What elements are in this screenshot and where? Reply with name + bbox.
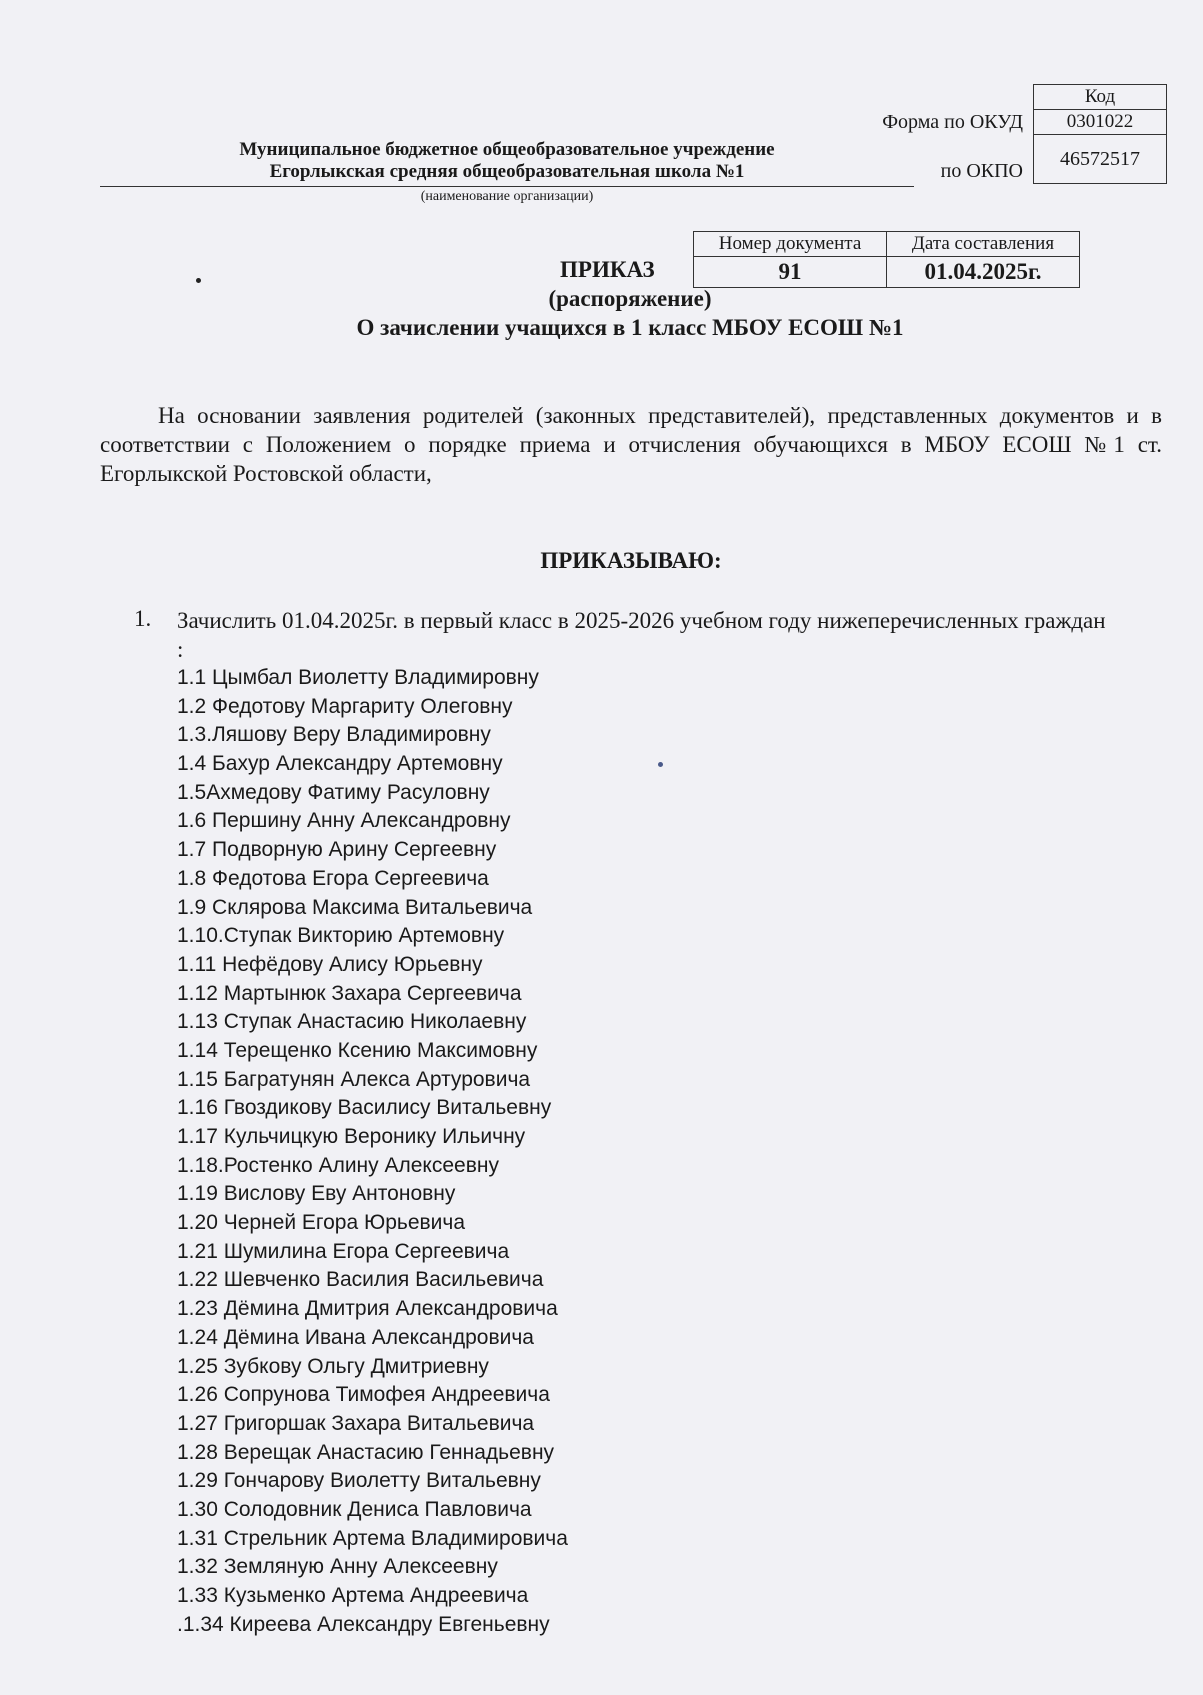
list-item: 1.12 Мартынюк Захара Сергеевича [177,981,522,1005]
document-title: ПРИКАЗ [560,257,655,282]
list-item: 1.13 Ступак Анастасию Николаевну [177,1010,527,1034]
list-item: 1.2 Федотову Маргариту Олеговну [177,694,513,718]
organization-underline [100,186,914,187]
list-item: 1.6 Першину Анну Александровну [177,809,511,833]
list-item: 1.1 Цымбал Виолетту Владимировну [177,666,539,689]
document-number-header: Номер документа [694,232,887,257]
list-item: 1.21 Шумилина Егора Сергеевича [177,1239,510,1263]
document-meta-table [693,231,1080,288]
okud-code: 0301022 [1034,110,1167,135]
list-item: 1.27 Григоршак Захара Витальевича [177,1411,535,1435]
list-item: 1.30 Солодовник Дениса Павловича [177,1497,532,1521]
codes-table [1033,84,1167,184]
okud-label: Форма по ОКУД [882,111,1023,133]
codes-header: Код [1034,85,1167,110]
list-item: 1.19 Вислову Еву Антоновну [177,1182,456,1206]
list-item: 1.16 Гвоздикову Василису Витальевну [177,1096,552,1120]
list-item: 1.3.Ляшову Веру Владимировну [177,723,491,747]
student-list [177,664,568,1639]
document-subject: О зачислении учащихся в 1 класс МБОУ ЕСОШ №1 [356,315,904,340]
list-item: 1.20 Черней Егора Юрьевича [177,1211,466,1235]
document-date: 01.04.2025г. [887,257,1080,288]
list-item: 1.31 Стрельник Артема Владимировича [177,1526,568,1550]
list-item: 1.9 Склярова Максима Витальевича [177,895,533,919]
list-item: .1.34 Киреева Александру Евгеньевну [177,1612,550,1636]
list-item: 1.5Ахмедову Фатиму Расуловну [177,780,490,804]
list-item: 1.17 Кульчицкую Веронику Ильичну [177,1125,526,1148]
basis-paragraph: На основании заявления родителей (законных представителей), представленных документов и в соответствии с Положением о порядке приема и отчисления обучающихся в МБОУ ЕСОШ №1 ст. Егорлыкской Ростовской области, [100,403,1162,486]
list-item: 1.10.Ступак Викторию Артемовну [177,924,505,948]
order-heading: ПРИКАЗЫВАЮ: [540,548,722,573]
list-item: 1.28 Верещак Анастасию Геннадьевну [177,1440,555,1464]
organization-name [100,139,914,183]
organization-name-line2: Егорлыкская средняя общеобразовательная школа №1 [269,161,745,182]
list-item: 1.7 Подворную Арину Сергеевну [177,838,497,862]
item-text: Зачислить 01.04.2025г. в первый класс в 2025-2026 учебном году нижеперечисленных граждан : [177,608,1106,662]
list-item: 1.29 Гончарову Виолетту Витальевну [177,1469,541,1493]
organization-caption: (наименование организации) [420,189,594,204]
list-item: 1.33 Кузьменко Артема Андреевича [177,1584,529,1607]
list-item: 1.4 Бахур Александру Артемовну [177,752,503,776]
list-item: 1.22 Шевченко Василия Васильевича [177,1268,544,1292]
scan-speck [196,278,201,283]
item-number: 1. [134,606,152,631]
document-number: 91 [694,257,887,288]
list-item: 1.18.Ростенко Алину Алексеевну [177,1153,499,1177]
list-item: 1.14 Терещенко Ксению Максимовну [177,1038,538,1062]
list-item: 1.26 Сопрунова Тимофея Андреевича [177,1383,550,1407]
list-item: 1.11 Нефёдову Алису Юрьевну [177,952,483,976]
scan-speck [658,762,663,767]
document-date-header: Дата составления [887,232,1080,257]
list-item: 1.24 Дёмина Ивана Александровича [177,1325,534,1349]
list-item: 1.25 Зубкову Ольгу Дмитриевну [177,1354,489,1378]
list-item: 1.32 Земляную Анну Алексеевну [177,1555,498,1579]
list-item: 1.15 Багратунян Алекса Артуровича [177,1067,531,1091]
list-item: 1.23 Дёмина Дмитрия Александровича [177,1297,558,1321]
organization-name-line1: Муниципальное бюджетное общеобразовательное учреждение [239,139,775,160]
document-subtitle: (распоряжение) [548,286,712,311]
okpo-code: 46572517 [1034,135,1167,184]
okpo-label: по ОКПО [940,160,1023,182]
list-item: 1.8 Федотова Егора Сергеевича [177,866,489,890]
